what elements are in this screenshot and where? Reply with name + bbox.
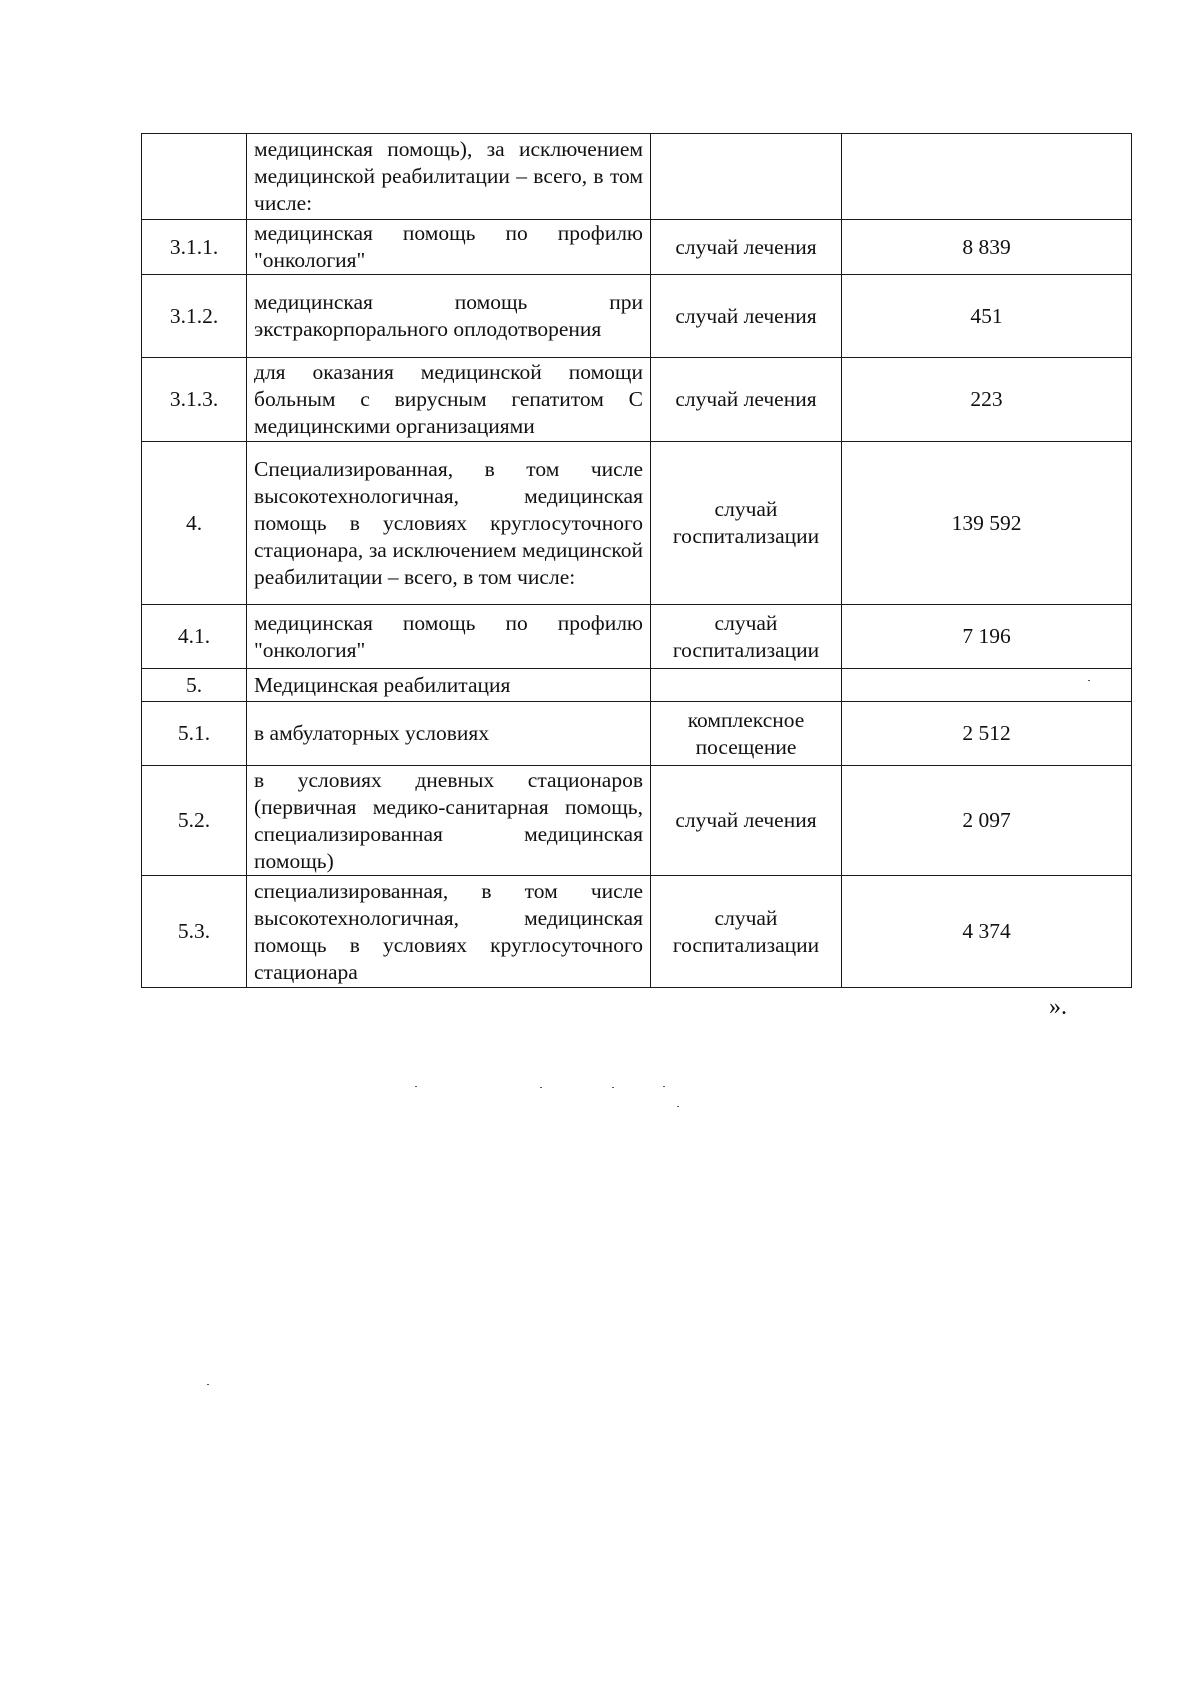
- row-number: 5.3.: [142, 876, 247, 988]
- table-row: [142, 766, 1132, 876]
- row-number: 3.1.3.: [142, 358, 247, 442]
- table-row: [142, 134, 1132, 220]
- row-value: 139 592: [842, 442, 1132, 605]
- row-number: 5.2.: [142, 766, 247, 876]
- row-unit: случай лечения: [651, 358, 842, 442]
- row-number: 4.1.: [142, 605, 247, 669]
- scan-speck: [612, 1087, 614, 1088]
- row-unit: случай госпитализации: [651, 605, 842, 669]
- scan-speck: [677, 1106, 679, 1107]
- row-description: Медицинская реабилитация: [247, 669, 651, 702]
- row-unit: [651, 134, 842, 220]
- row-description: в амбулаторных условиях: [247, 702, 651, 766]
- row-number: 3.1.2.: [142, 275, 247, 358]
- row-value: 7 196: [842, 605, 1132, 669]
- scan-speck: [207, 1384, 209, 1385]
- scan-speck: [663, 1086, 665, 1087]
- row-unit: [651, 669, 842, 702]
- row-value: 2 512: [842, 702, 1132, 766]
- medical-care-volume-table: [141, 133, 1132, 988]
- table-row: [142, 220, 1132, 275]
- table-row: [142, 442, 1132, 605]
- row-number: 3.1.1.: [142, 220, 247, 275]
- row-description: медицинская помощь), за исключением медицинской реабилитации – всего, в том числе:: [247, 134, 651, 220]
- row-number: [142, 134, 247, 220]
- row-unit: случай госпитализации: [651, 442, 842, 605]
- row-description: медицинская помощь при экстракорпорального оплодотворения: [247, 275, 651, 358]
- row-value: [842, 669, 1132, 702]
- row-value: 451: [842, 275, 1132, 358]
- scan-speck: [415, 1086, 417, 1087]
- row-unit: комплексное посещение: [651, 702, 842, 766]
- row-value: 4 374: [842, 876, 1132, 988]
- scan-speck: [1088, 680, 1090, 681]
- row-value: [842, 134, 1132, 220]
- row-description: для оказания медицинской помощи больным с вирусным гепатитом С медицинскими организациями: [247, 358, 651, 442]
- row-number: 4.: [142, 442, 247, 605]
- row-description: медицинская помощь по профилю "онкология": [247, 605, 651, 669]
- row-description: медицинская помощь по профилю "онкология": [247, 220, 651, 275]
- row-unit: случай лечения: [651, 766, 842, 876]
- closing-quote-mark: ».: [1049, 994, 1067, 1020]
- row-unit: случай госпитализации: [651, 876, 842, 988]
- row-value: 2 097: [842, 766, 1132, 876]
- row-description: в условиях дневных стационаров (первичная медико-санитарная помощь, специализированная медицинская помощь): [247, 766, 651, 876]
- row-unit: случай лечения: [651, 220, 842, 275]
- table-row: [142, 275, 1132, 358]
- table-row: [142, 876, 1132, 988]
- scan-speck: [540, 1087, 542, 1088]
- row-unit: случай лечения: [651, 275, 842, 358]
- row-value: 223: [842, 358, 1132, 442]
- row-description: специализированная, в том числе высокотехнологичная, медицинская помощь в условиях круглосуточного стационара: [247, 876, 651, 988]
- table-row: [142, 605, 1132, 669]
- row-number: 5.: [142, 669, 247, 702]
- table-row: [142, 702, 1132, 766]
- table-row: [142, 358, 1132, 442]
- row-description: Специализированная, в том числе высокотехнологичная, медицинская помощь в условиях круглосуточного стационара, за исключением медицинской реабилитации – всего, в том числе:: [247, 442, 651, 605]
- row-value: 8 839: [842, 220, 1132, 275]
- table-row: [142, 669, 1132, 702]
- row-number: 5.1.: [142, 702, 247, 766]
